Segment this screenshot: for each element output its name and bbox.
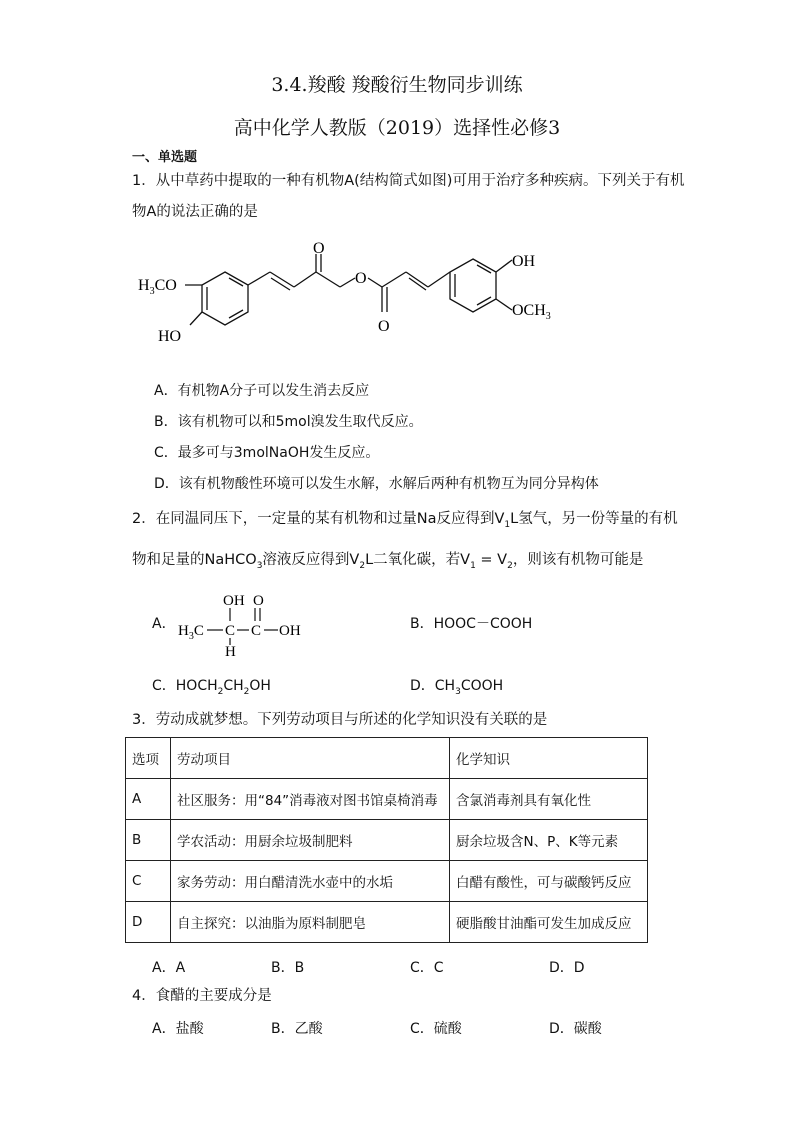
q3-stem: 3．劳动成就梦想。下列劳动项目与所述的化学知识没有关联的是 xyxy=(132,712,548,728)
q3-option-a: A．A xyxy=(152,960,186,976)
document-title: 3.4.羧酸 羧酸衍生物同步训练 xyxy=(271,74,523,96)
q2-stem-line2: 物和足量的NaHCO$_3$溶液反应得到$V_2L$二氧化碳，若$V_1 = V_2$，则该有机物可能是 xyxy=(132,552,644,571)
q2-option-a-label: A． xyxy=(152,616,176,632)
header-labor: 劳动项目 xyxy=(171,738,450,779)
q1-option-c: C．最多可与3molNaOH发生反应。 xyxy=(154,445,380,461)
label-h3c: $H_3C$ xyxy=(178,623,204,642)
q3-option-c: C．C xyxy=(410,960,444,976)
table-row xyxy=(126,820,648,861)
table-cell: 厨余垃圾含N、P、K等元素 xyxy=(450,820,648,861)
q1-structure-diagram xyxy=(130,240,580,355)
label-ho-left: HO xyxy=(158,328,182,345)
label-carbonyl-o: O xyxy=(378,318,390,335)
table-cell: B xyxy=(126,820,171,861)
table-cell: 含氯消毒剂具有氧化性 xyxy=(450,779,648,820)
label-h3co: $H_3CO$ xyxy=(138,277,177,297)
q1-stem-line1: 1．从中草药中提取的一种有机物A(结构简式如图)可用于治疗多种疾病。下列关于有机 xyxy=(132,173,685,189)
label-oh-right: OH xyxy=(279,623,301,639)
q4-option-c: C．硫酸 xyxy=(410,1021,462,1037)
q2-option-b: B．HOOC－COOH xyxy=(410,616,533,632)
q4-option-b: B．乙酸 xyxy=(271,1021,323,1037)
q2-stem-line1: 2．在同温同压下，一定量的某有机物和过量Na反应得到$V_1L$氢气，另一份等量的有机 xyxy=(132,511,678,530)
label-h-bottom: H xyxy=(225,644,236,660)
q3-option-b: B．B xyxy=(271,960,305,976)
table-cell: D xyxy=(126,902,171,943)
table-cell: 硬脂酸甘油酯可发生加成反应 xyxy=(450,902,648,943)
q3-table xyxy=(125,737,648,943)
q1-option-b: B．该有机物可以和5mol溴发生取代反应。 xyxy=(154,414,423,430)
q4-stem: 4．食醋的主要成分是 xyxy=(132,988,272,1004)
label-ester-o: O xyxy=(355,270,367,287)
q4-option-a: A．盐酸 xyxy=(152,1021,204,1037)
document-subtitle: 高中化学人教版（2019）选择性必修3 xyxy=(233,117,561,139)
table-cell: 家务劳动：用白醋清洗水壶中的水垢 xyxy=(171,861,450,902)
header-option: 选项 xyxy=(126,738,171,779)
section-heading: 一、单选题 xyxy=(132,150,198,165)
right-benzene-ring xyxy=(450,259,496,312)
label-c1: C xyxy=(225,623,236,639)
q2-option-c: C．$HOCH_2CH_2OH$ xyxy=(152,678,271,697)
q1-option-d: D．该有机物酸性环境可以发生水解，水解后两种有机物互为同分异构体 xyxy=(154,476,599,492)
table-cell: 社区服务：用“84”消毒液对图书馆桌椅消毒 xyxy=(171,779,450,820)
left-benzene-ring xyxy=(202,272,248,325)
table-cell: 学农活动：用厨余垃圾制肥料 xyxy=(171,820,450,861)
table-row xyxy=(126,779,648,820)
table-cell: 自主探究：以油脂为原料制肥皂 xyxy=(171,902,450,943)
q4-option-d: D．碳酸 xyxy=(549,1021,602,1037)
label-c2: C xyxy=(251,623,262,639)
table-cell: C xyxy=(126,861,171,902)
q1-option-a: A．有机物A分子可以发生消去反应 xyxy=(154,383,370,399)
label-och3: $OCH_3$ xyxy=(512,302,551,322)
table-cell: A xyxy=(126,779,171,820)
table-header-row xyxy=(126,738,648,779)
q3-option-d: D．D xyxy=(549,960,585,976)
q1-stem-line2: 物A的说法正确的是 xyxy=(132,204,258,220)
q2-option-d: D．$CH_3COOH$ xyxy=(410,678,504,697)
label-oh-top: OH xyxy=(223,593,245,609)
label-ketone-o: O xyxy=(313,240,325,257)
label-o-top: O xyxy=(253,593,264,609)
table-cell: 白醋有酸性，可与碳酸钙反应 xyxy=(450,861,648,902)
table-row xyxy=(126,902,648,943)
label-oh-right: OH xyxy=(512,253,536,270)
header-chemistry: 化学知识 xyxy=(450,738,648,779)
q2-option-a-structure xyxy=(175,590,325,660)
table-row xyxy=(126,861,648,902)
